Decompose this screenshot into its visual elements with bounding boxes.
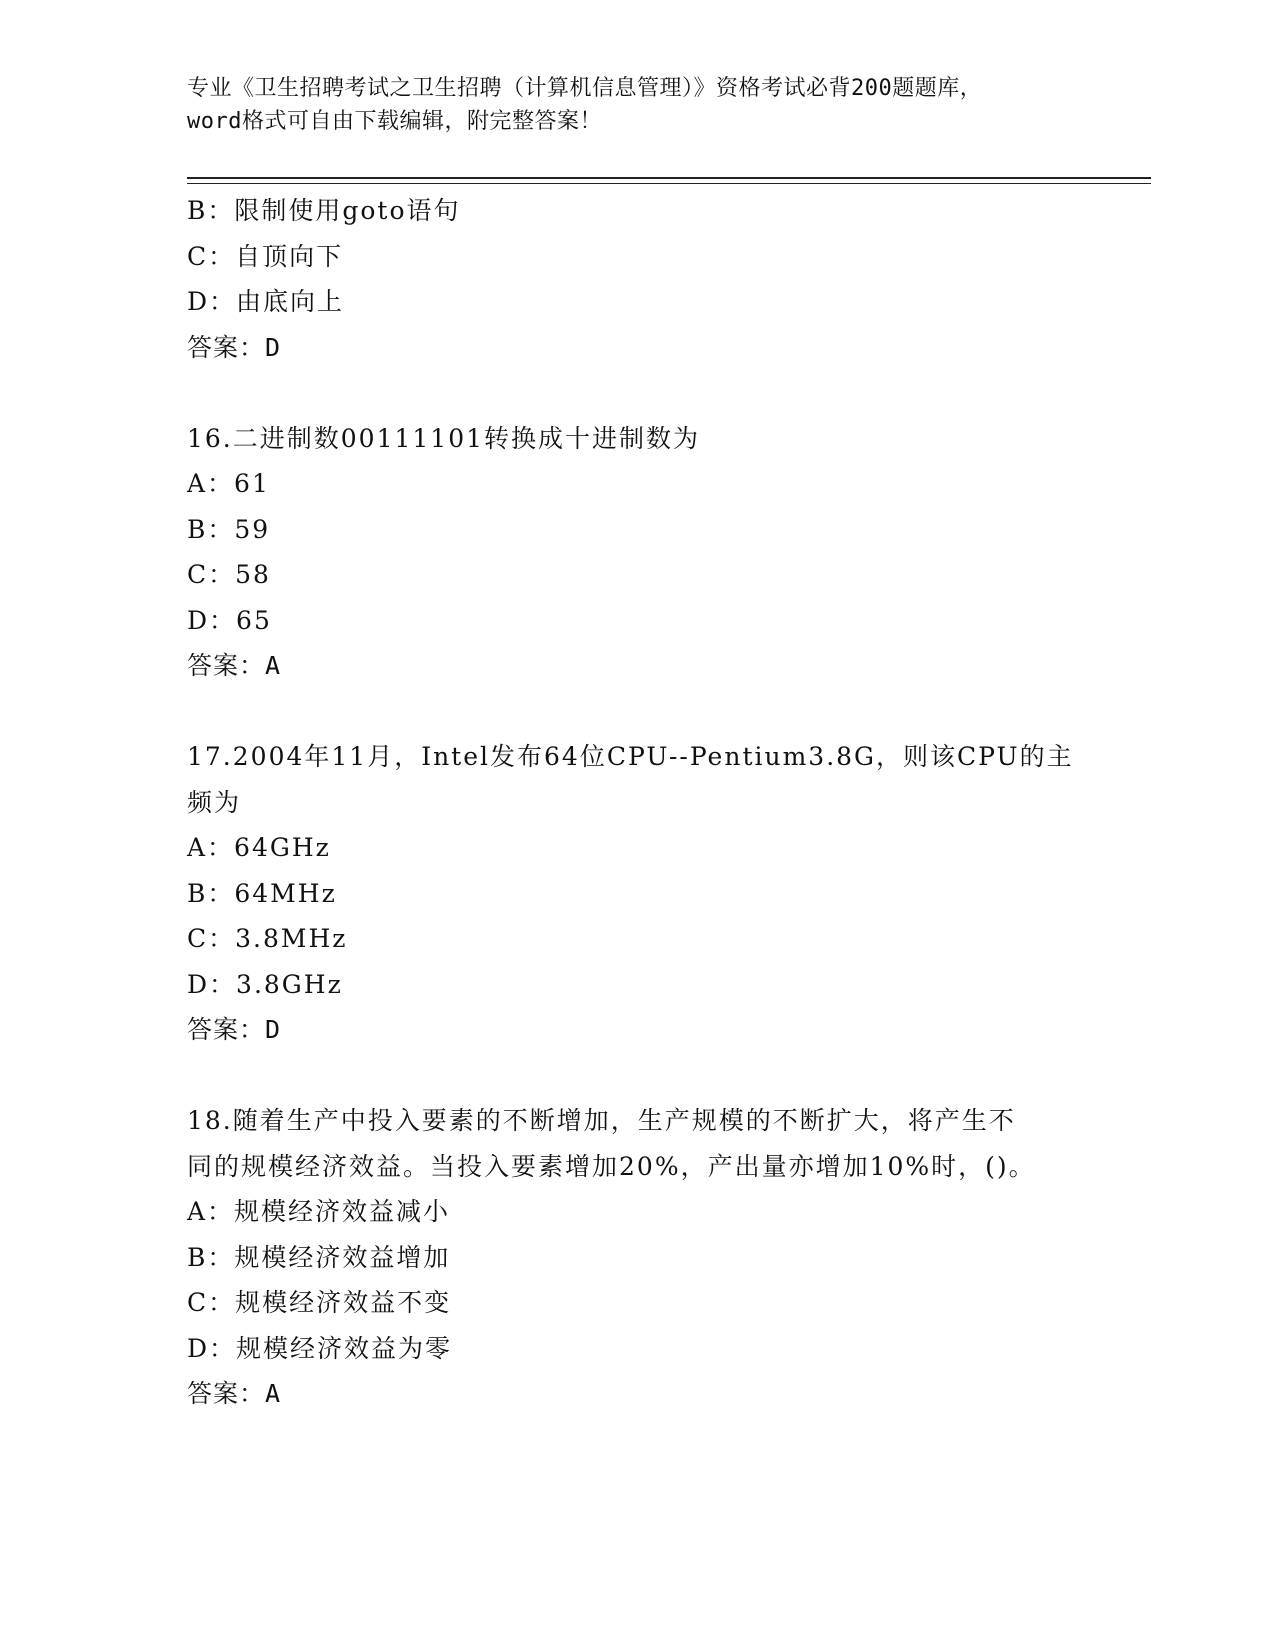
question-15-continued (187, 188, 1087, 370)
answer-line: 答案：D (187, 332, 282, 362)
question-16 (187, 416, 1087, 689)
document-header (187, 72, 1087, 138)
option-c: C：规模经济效益不变 (187, 1288, 452, 1317)
spacer (187, 689, 1087, 735)
option-d: D：由底向上 (187, 287, 345, 316)
spacer (187, 370, 1087, 416)
option-a: A：64GHz (187, 833, 331, 862)
spacer (187, 1053, 1087, 1099)
answer-line: 答案：A (187, 1379, 282, 1408)
question-stem-continued: 同的规模经济效益。当投入要素增加20%，产出量亦增加10%时，()。 (187, 1151, 1036, 1181)
header-divider-thin (187, 183, 1151, 184)
option-d: D：65 (187, 605, 272, 635)
option-d: D：3.8GHz (187, 969, 343, 999)
header-line-1: 专业《卫生招聘考试之卫生招聘（计算机信息管理）》资格考试必背200题题库， (187, 76, 983, 101)
option-b: B：规模经济效益增加 (187, 1242, 451, 1272)
question-stem: 18.随着生产中投入要素的不断增加，生产规模的不断扩大，将产生不 (187, 1106, 1016, 1135)
option-b: B：64MHz (187, 878, 337, 908)
question-stem-continued: 频为 (187, 787, 242, 817)
option-d: D：规模经济效益为零 (187, 1333, 453, 1363)
answer-line: 答案：D (187, 1015, 282, 1044)
question-stem: 17.2004年11月，Intel发布64位CPU--Pentium3.8G，则该CPU的主 (187, 742, 1074, 771)
option-c: C：3.8MHz (187, 924, 348, 953)
option-c: C：自顶向下 (187, 241, 344, 271)
option-b: B：59 (187, 514, 271, 544)
question-list (187, 188, 1087, 1417)
question-stem: 16.二进制数00111101转换成十进制数为 (187, 423, 701, 453)
option-c: C：58 (187, 560, 271, 589)
option-b: B：限制使用goto语句 (187, 196, 461, 225)
option-a: A：61 (187, 469, 270, 498)
header-divider-thick (187, 177, 1151, 179)
header-line-2: word格式可自由下载编辑，附完整答案！ (187, 109, 602, 134)
option-a: A：规模经济效益减小 (187, 1197, 451, 1226)
answer-line: 答案：A (187, 651, 282, 680)
question-17 (187, 734, 1087, 1053)
question-18 (187, 1098, 1087, 1417)
